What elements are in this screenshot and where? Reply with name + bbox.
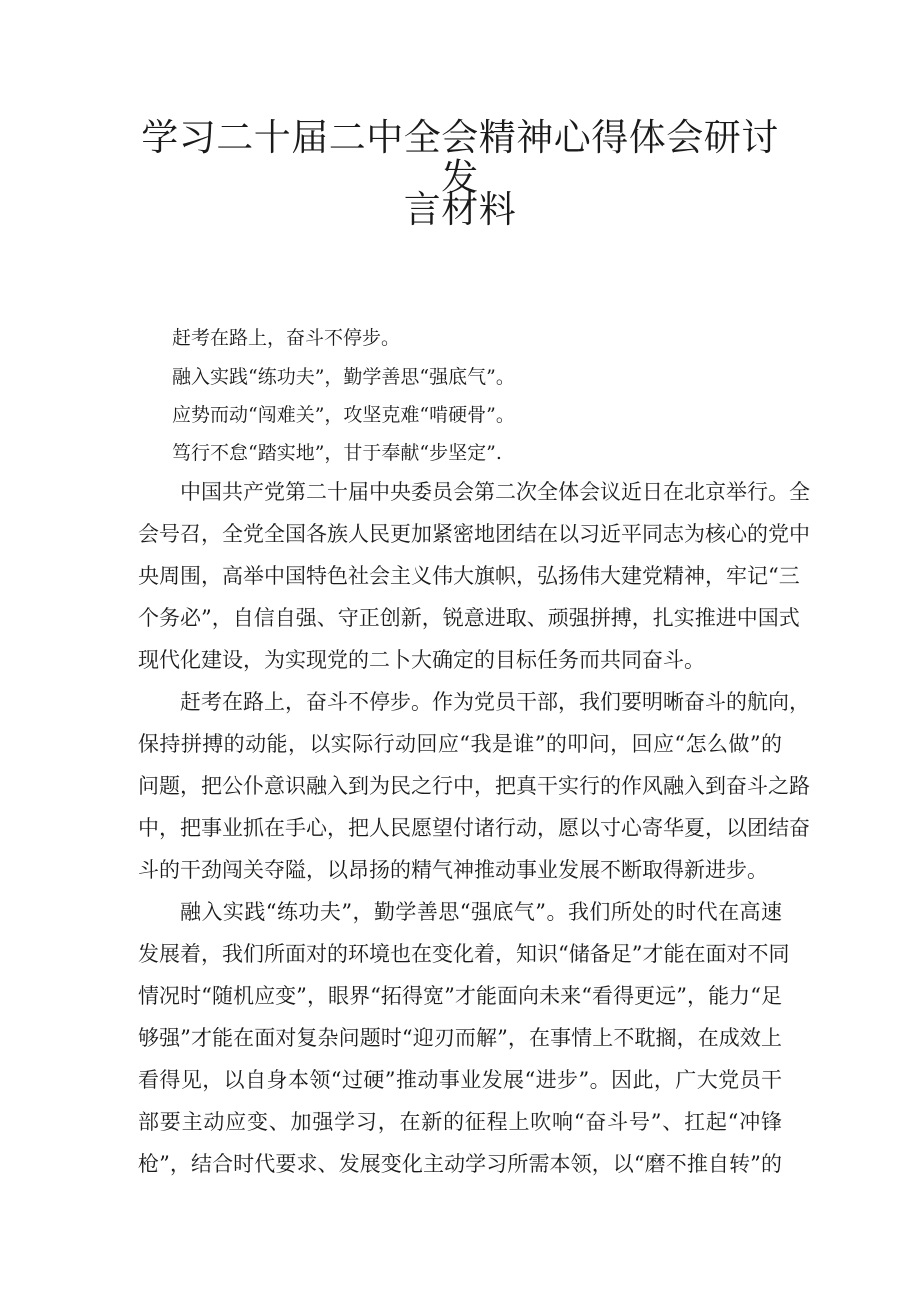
intro-line: 赶考在路上，奋斗不停步。 bbox=[172, 327, 401, 349]
paragraph-line: 看得见，以自身本领“过硬”推动事业发展“进步”。因此，广大党员干 bbox=[138, 1068, 782, 1092]
document-title-line-2: 言材料 bbox=[403, 188, 517, 231]
intro-line: 应势而动“闯难关”，攻坚克难“啃硬骨”。 bbox=[172, 404, 515, 426]
paragraph-line: 个务必”，自信自强、守正创新，锐意进取、顽强拼搏，扎实推进中国式 bbox=[138, 606, 800, 630]
paragraph-line: 部要主动应变、加强学习，在新的征程上吹响“奋斗号”、扛起“冲锋 bbox=[138, 1110, 782, 1134]
paragraph-line: 中，把事业抓在手心，把人民愿望付诸行动，愿以寸心寄华夏，以团结奋 bbox=[138, 816, 810, 840]
paragraph-line: 会号召，全党全国各族人民更加紧密地团结在以习近平同志为核心的党中 bbox=[138, 522, 810, 546]
paragraph-line: 中国共产党第二十届中央委员会第二次全体会议近日在北京举行。全 bbox=[180, 480, 810, 504]
paragraph-line: 够强”才能在面对复杂问题时“迎刃而解”，在事情上不耽搁，在成效上 bbox=[138, 1026, 782, 1050]
paragraph-line: 斗的干劲闯关夺隘，以昂扬的精气神推动事业发展不断取得新进步。 bbox=[138, 858, 768, 882]
intro-line: 笃行不怠“踏实地”，甘于奉献“步坚定”. bbox=[172, 442, 502, 464]
paragraph-line: 央周围，高举中国特色社会主义伟大旗帜，弘扬伟大建党精神，牢记“三 bbox=[138, 564, 800, 588]
paragraph-line: 保持拼搏的动能，以实际行动回应“我是谁”的叩问，回应“怎么做”的 bbox=[138, 732, 782, 756]
intro-line: 融入实践“练功夫”，勤学善思“强底气”。 bbox=[172, 366, 515, 388]
paragraph-line: 发展着，我们所面对的环境也在变化着，知识“储备足”才能在面对不同 bbox=[138, 942, 790, 966]
paragraph-line: 枪”，结合时代要求、发展变化主动学习所需本领，以“磨不推自转”的 bbox=[138, 1152, 782, 1176]
paragraph-line: 问题，把公仆意识融入到为民之行中，把真干实行的作风融入到奋斗之路 bbox=[138, 774, 810, 798]
paragraph-line: 情况时“随机应变”，眼界“拓得宽”才能面向未来“看得更远”，能力“足 bbox=[138, 984, 782, 1008]
paragraph-line: 现代化建设，为实现党的二卜大确定的目标任务而共同奋斗。 bbox=[138, 648, 705, 672]
paragraph-line: 融入实践“练功夫”，勤学善思“强底气”。我们所处的时代在高速 bbox=[180, 900, 782, 924]
document-title-line-1: 学习二十届二中全会精神心得体会研讨发 bbox=[141, 116, 779, 199]
paragraph-line: 赶考在路上，奋斗不停步。作为党员干部，我们要明晰奋斗的航向， bbox=[180, 690, 810, 714]
